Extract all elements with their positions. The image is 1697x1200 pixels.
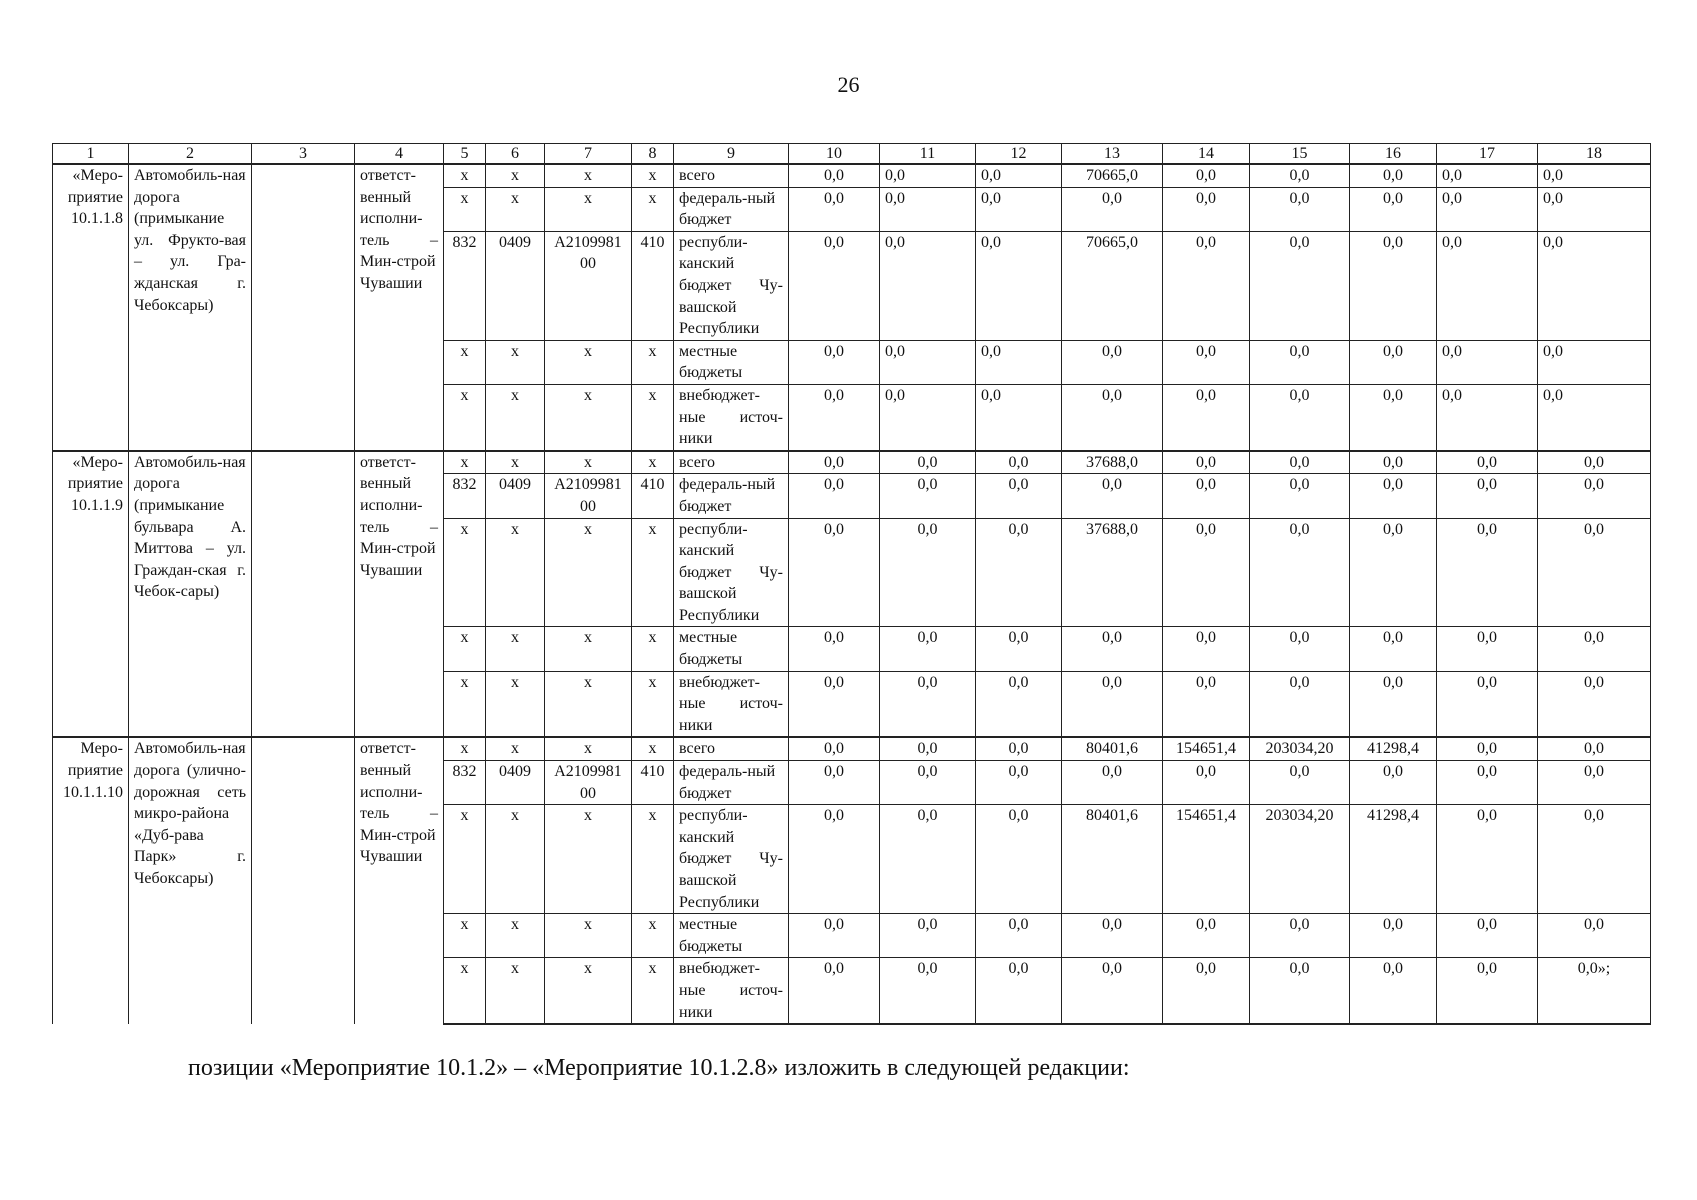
amount-cell: 0,0 <box>880 474 976 518</box>
amount-cell: 0,0 <box>976 518 1062 627</box>
amount-cell: 0,0 <box>789 231 880 340</box>
column-number-header: 11 <box>880 144 976 165</box>
code-5-cell: x <box>444 164 486 187</box>
amount-cell: 0,0 <box>1350 958 1437 1024</box>
amount-cell: 0,0 <box>1350 384 1437 450</box>
code-8-cell: x <box>632 914 674 958</box>
amount-cell: 0,0 <box>1163 627 1250 671</box>
amount-cell: 0,0 <box>1538 737 1651 760</box>
amount-cell: 0,0 <box>789 518 880 627</box>
code-7-cell: x <box>545 187 632 231</box>
amount-cell: 0,0 <box>1437 805 1538 914</box>
funding-source-cell: всего <box>674 737 789 760</box>
table-row <box>53 737 1651 760</box>
amount-cell: 0,0 <box>880 627 976 671</box>
amount-cell: 0,0 <box>880 164 976 187</box>
amount-cell: 0,0 <box>1437 671 1538 737</box>
column-number-header: 18 <box>1538 144 1651 165</box>
code-7-cell: x <box>545 451 632 474</box>
amount-cell: 0,0 <box>1163 914 1250 958</box>
amount-cell: 0,0 <box>1163 518 1250 627</box>
column-number-header: 14 <box>1163 144 1250 165</box>
code-5-cell: x <box>444 451 486 474</box>
amount-cell: 0,0 <box>1437 187 1538 231</box>
code-6-cell: x <box>486 737 545 760</box>
amount-cell: 0,0 <box>1163 474 1250 518</box>
amount-cell: 0,0 <box>1538 914 1651 958</box>
event-id-cell: «Меро-приятие 10.1.1.9 <box>53 451 129 738</box>
code-5-cell: x <box>444 518 486 627</box>
amount-cell: 0,0 <box>1163 164 1250 187</box>
code-6-cell: x <box>486 451 545 474</box>
amount-cell: 0,0 <box>1437 451 1538 474</box>
amount-cell: 0,0 <box>1437 164 1538 187</box>
amount-cell: 0,0 <box>789 384 880 450</box>
amount-cell: 0,0 <box>976 671 1062 737</box>
amount-cell: 0,0 <box>880 671 976 737</box>
amount-cell: 37688,0 <box>1062 518 1163 627</box>
code-5-cell: x <box>444 958 486 1024</box>
column-3-cell <box>252 451 355 738</box>
amount-cell: 0,0 <box>1250 340 1350 384</box>
footer-note: позиции «Мероприятие 10.1.2» – «Мероприятие 10.1.2.8» изложить в следующей редакции: <box>188 1055 1130 1081</box>
code-7-cell: x <box>545 958 632 1024</box>
amount-cell: 0,0 <box>976 231 1062 340</box>
amount-cell: 0,0 <box>1350 451 1437 474</box>
amount-cell: 0,0 <box>976 627 1062 671</box>
code-7-cell: x <box>545 627 632 671</box>
amount-cell: 0,0»; <box>1538 958 1651 1024</box>
amount-cell: 0,0 <box>1250 914 1350 958</box>
amount-cell: 0,0 <box>1437 761 1538 805</box>
code-5-cell: x <box>444 914 486 958</box>
funding-source-cell: республи-канский бюджет Чу-вашской Республики <box>674 518 789 627</box>
amount-cell: 0,0 <box>880 187 976 231</box>
code-6-cell: x <box>486 805 545 914</box>
code-7-cell: А2109981 00 <box>545 231 632 340</box>
amount-cell: 0,0 <box>1250 518 1350 627</box>
code-6-cell: 0409 <box>486 474 545 518</box>
amount-cell: 0,0 <box>1250 761 1350 805</box>
amount-cell: 37688,0 <box>1062 451 1163 474</box>
amount-cell: 0,0 <box>1250 958 1350 1024</box>
amount-cell: 0,0 <box>880 384 976 450</box>
event-id-cell: «Меро-приятие 10.1.1.8 <box>53 164 129 451</box>
amount-cell: 0,0 <box>1437 914 1538 958</box>
amount-cell: 0,0 <box>789 761 880 805</box>
amount-cell: 0,0 <box>1250 187 1350 231</box>
amount-cell: 0,0 <box>1437 474 1538 518</box>
funding-source-cell: республи-канский бюджет Чу-вашской Республики <box>674 805 789 914</box>
column-number-header: 17 <box>1437 144 1538 165</box>
code-5-cell: x <box>444 384 486 450</box>
amount-cell: 0,0 <box>789 805 880 914</box>
amount-cell: 0,0 <box>789 451 880 474</box>
amount-cell: 0,0 <box>976 805 1062 914</box>
amount-cell: 0,0 <box>1437 518 1538 627</box>
amount-cell: 0,0 <box>1163 958 1250 1024</box>
amount-cell: 0,0 <box>976 164 1062 187</box>
amount-cell: 41298,4 <box>1350 805 1437 914</box>
code-6-cell: x <box>486 914 545 958</box>
code-8-cell: x <box>632 164 674 187</box>
amount-cell: 0,0 <box>1062 761 1163 805</box>
amount-cell: 0,0 <box>976 384 1062 450</box>
amount-cell: 0,0 <box>1062 914 1163 958</box>
amount-cell: 0,0 <box>1062 474 1163 518</box>
column-3-cell <box>252 737 355 1024</box>
code-8-cell: x <box>632 805 674 914</box>
object-name-cell: Автомобиль-ная дорога (улично-дорожная сеть микро-района «Дуб-рава Парк» г. Чебоксары) <box>129 737 252 1024</box>
amount-cell: 0,0 <box>1062 187 1163 231</box>
amount-cell: 203034,20 <box>1250 805 1350 914</box>
amount-cell: 0,0 <box>1163 451 1250 474</box>
amount-cell: 0,0 <box>789 737 880 760</box>
amount-cell: 0,0 <box>1538 384 1651 450</box>
amount-cell: 0,0 <box>1437 340 1538 384</box>
amount-cell: 0,0 <box>1538 231 1651 340</box>
column-number-header: 3 <box>252 144 355 165</box>
amount-cell: 0,0 <box>1250 231 1350 340</box>
code-8-cell: 410 <box>632 474 674 518</box>
code-8-cell: x <box>632 958 674 1024</box>
amount-cell: 0,0 <box>1437 627 1538 671</box>
code-6-cell: x <box>486 384 545 450</box>
code-6-cell: 0409 <box>486 761 545 805</box>
page-number: 26 <box>837 72 860 97</box>
amount-cell: 0,0 <box>880 958 976 1024</box>
amount-cell: 0,0 <box>1350 187 1437 231</box>
amount-cell: 0,0 <box>1163 761 1250 805</box>
code-6-cell: x <box>486 671 545 737</box>
amount-cell: 203034,20 <box>1250 737 1350 760</box>
amount-cell: 0,0 <box>789 340 880 384</box>
amount-cell: 0,0 <box>789 914 880 958</box>
amount-cell: 0,0 <box>880 805 976 914</box>
funding-source-cell: местные бюджеты <box>674 340 789 384</box>
code-6-cell: x <box>486 958 545 1024</box>
funding-source-cell: федераль-ный бюджет <box>674 761 789 805</box>
amount-cell: 0,0 <box>789 627 880 671</box>
table-row <box>53 451 1651 474</box>
amount-cell: 0,0 <box>1250 627 1350 671</box>
amount-cell: 0,0 <box>1250 671 1350 737</box>
amount-cell: 0,0 <box>1538 518 1651 627</box>
code-7-cell: x <box>545 671 632 737</box>
amount-cell: 0,0 <box>976 340 1062 384</box>
amount-cell: 80401,6 <box>1062 737 1163 760</box>
funding-source-cell: местные бюджеты <box>674 627 789 671</box>
amount-cell: 0,0 <box>1350 474 1437 518</box>
amount-cell: 0,0 <box>976 761 1062 805</box>
amount-cell: 0,0 <box>1250 474 1350 518</box>
column-number-row <box>53 144 1651 165</box>
column-number-header: 1 <box>53 144 129 165</box>
budget-table <box>52 143 1651 1025</box>
code-7-cell: x <box>545 384 632 450</box>
amount-cell: 0,0 <box>1538 761 1651 805</box>
amount-cell: 0,0 <box>1350 914 1437 958</box>
amount-cell: 0,0 <box>1163 231 1250 340</box>
amount-cell: 0,0 <box>1538 627 1651 671</box>
code-5-cell: x <box>444 340 486 384</box>
amount-cell: 0,0 <box>1062 384 1163 450</box>
amount-cell: 0,0 <box>1437 231 1538 340</box>
column-number-header: 7 <box>545 144 632 165</box>
amount-cell: 0,0 <box>1250 384 1350 450</box>
column-number-header: 2 <box>129 144 252 165</box>
amount-cell: 0,0 <box>1350 627 1437 671</box>
amount-cell: 0,0 <box>976 451 1062 474</box>
code-7-cell: А2109981 00 <box>545 474 632 518</box>
amount-cell: 0,0 <box>789 671 880 737</box>
code-8-cell: x <box>632 187 674 231</box>
code-5-cell: 832 <box>444 231 486 340</box>
code-5-cell: x <box>444 805 486 914</box>
amount-cell: 0,0 <box>1062 958 1163 1024</box>
column-number-header: 16 <box>1350 144 1437 165</box>
event-id-cell: Меро-приятие 10.1.1.10 <box>53 737 129 1024</box>
amount-cell: 70665,0 <box>1062 164 1163 187</box>
funding-source-cell: федераль-ный бюджет <box>674 474 789 518</box>
amount-cell: 0,0 <box>1062 340 1163 384</box>
amount-cell: 0,0 <box>880 340 976 384</box>
amount-cell: 0,0 <box>976 187 1062 231</box>
amount-cell: 0,0 <box>1062 671 1163 737</box>
code-6-cell: x <box>486 164 545 187</box>
code-5-cell: x <box>444 671 486 737</box>
executor-cell: ответст-венный исполни-тель – Мин-строй Чувашии <box>355 451 444 738</box>
amount-cell: 0,0 <box>789 474 880 518</box>
amount-cell: 0,0 <box>1163 671 1250 737</box>
amount-cell: 0,0 <box>880 451 976 474</box>
amount-cell: 80401,6 <box>1062 805 1163 914</box>
column-number-header: 4 <box>355 144 444 165</box>
amount-cell: 70665,0 <box>1062 231 1163 340</box>
code-8-cell: x <box>632 518 674 627</box>
code-7-cell: x <box>545 518 632 627</box>
amount-cell: 0,0 <box>1437 737 1538 760</box>
code-7-cell: А2109981 00 <box>545 761 632 805</box>
funding-source-cell: федераль-ный бюджет <box>674 187 789 231</box>
code-7-cell: x <box>545 737 632 760</box>
amount-cell: 0,0 <box>976 914 1062 958</box>
amount-cell: 0,0 <box>1350 164 1437 187</box>
code-7-cell: x <box>545 805 632 914</box>
funding-source-cell: внебюджет-ные источ-ники <box>674 671 789 737</box>
amount-cell: 0,0 <box>1350 518 1437 627</box>
code-6-cell: x <box>486 518 545 627</box>
column-number-header: 12 <box>976 144 1062 165</box>
column-3-cell <box>252 164 355 451</box>
code-7-cell: x <box>545 340 632 384</box>
amount-cell: 0,0 <box>1350 671 1437 737</box>
column-number-header: 15 <box>1250 144 1350 165</box>
object-name-cell: Автомобиль-ная дорога (примыкание ул. Фрукто-вая – ул. Гра-жданская г. Чебоксары) <box>129 164 252 451</box>
column-number-header: 8 <box>632 144 674 165</box>
amount-cell: 0,0 <box>1163 384 1250 450</box>
amount-cell: 0,0 <box>880 737 976 760</box>
object-name-cell: Автомобиль-ная дорога (примыкание бульвара А. Миттова – ул. Граждан-ская г. Чебок-сары) <box>129 451 252 738</box>
amount-cell: 41298,4 <box>1350 737 1437 760</box>
code-5-cell: x <box>444 627 486 671</box>
amount-cell: 0,0 <box>1538 671 1651 737</box>
amount-cell: 0,0 <box>789 958 880 1024</box>
code-6-cell: x <box>486 187 545 231</box>
amount-cell: 0,0 <box>789 164 880 187</box>
table-row <box>53 164 1651 187</box>
code-5-cell: x <box>444 187 486 231</box>
code-7-cell: x <box>545 914 632 958</box>
code-8-cell: 410 <box>632 761 674 805</box>
amount-cell: 154651,4 <box>1163 737 1250 760</box>
code-6-cell: 0409 <box>486 231 545 340</box>
amount-cell: 0,0 <box>1538 805 1651 914</box>
amount-cell: 0,0 <box>1163 340 1250 384</box>
code-8-cell: 410 <box>632 231 674 340</box>
amount-cell: 0,0 <box>1538 164 1651 187</box>
code-6-cell: x <box>486 627 545 671</box>
funding-source-cell: внебюджет-ные источ-ники <box>674 958 789 1024</box>
amount-cell: 0,0 <box>1350 340 1437 384</box>
code-8-cell: x <box>632 627 674 671</box>
amount-cell: 0,0 <box>1538 340 1651 384</box>
code-5-cell: x <box>444 737 486 760</box>
code-5-cell: 832 <box>444 474 486 518</box>
code-7-cell: x <box>545 164 632 187</box>
amount-cell: 0,0 <box>880 518 976 627</box>
amount-cell: 0,0 <box>1437 958 1538 1024</box>
amount-cell: 0,0 <box>880 231 976 340</box>
code-8-cell: x <box>632 340 674 384</box>
amount-cell: 0,0 <box>1350 761 1437 805</box>
code-5-cell: 832 <box>444 761 486 805</box>
funding-source-cell: внебюджет-ные источ-ники <box>674 384 789 450</box>
amount-cell: 0,0 <box>976 474 1062 518</box>
amount-cell: 0,0 <box>1350 231 1437 340</box>
amount-cell: 0,0 <box>1062 627 1163 671</box>
amount-cell: 0,0 <box>1250 164 1350 187</box>
funding-source-cell: всего <box>674 451 789 474</box>
amount-cell: 154651,4 <box>1163 805 1250 914</box>
amount-cell: 0,0 <box>880 761 976 805</box>
amount-cell: 0,0 <box>1538 474 1651 518</box>
funding-source-cell: всего <box>674 164 789 187</box>
amount-cell: 0,0 <box>1437 384 1538 450</box>
funding-source-cell: местные бюджеты <box>674 914 789 958</box>
amount-cell: 0,0 <box>1163 187 1250 231</box>
amount-cell: 0,0 <box>976 958 1062 1024</box>
code-8-cell: x <box>632 671 674 737</box>
executor-cell: ответст-венный исполни-тель – Мин-строй Чувашии <box>355 737 444 1024</box>
code-8-cell: x <box>632 384 674 450</box>
column-number-header: 10 <box>789 144 880 165</box>
executor-cell: ответст-венный исполни-тель – Мин-строй Чувашии <box>355 164 444 451</box>
code-6-cell: x <box>486 340 545 384</box>
amount-cell: 0,0 <box>880 914 976 958</box>
column-number-header: 13 <box>1062 144 1163 165</box>
column-number-header: 5 <box>444 144 486 165</box>
column-number-header: 6 <box>486 144 545 165</box>
amount-cell: 0,0 <box>789 187 880 231</box>
amount-cell: 0,0 <box>1250 451 1350 474</box>
code-8-cell: x <box>632 737 674 760</box>
funding-source-cell: республи-канский бюджет Чу-вашской Республики <box>674 231 789 340</box>
amount-cell: 0,0 <box>1538 451 1651 474</box>
code-8-cell: x <box>632 451 674 474</box>
amount-cell: 0,0 <box>1538 187 1651 231</box>
amount-cell: 0,0 <box>976 737 1062 760</box>
column-number-header: 9 <box>674 144 789 165</box>
